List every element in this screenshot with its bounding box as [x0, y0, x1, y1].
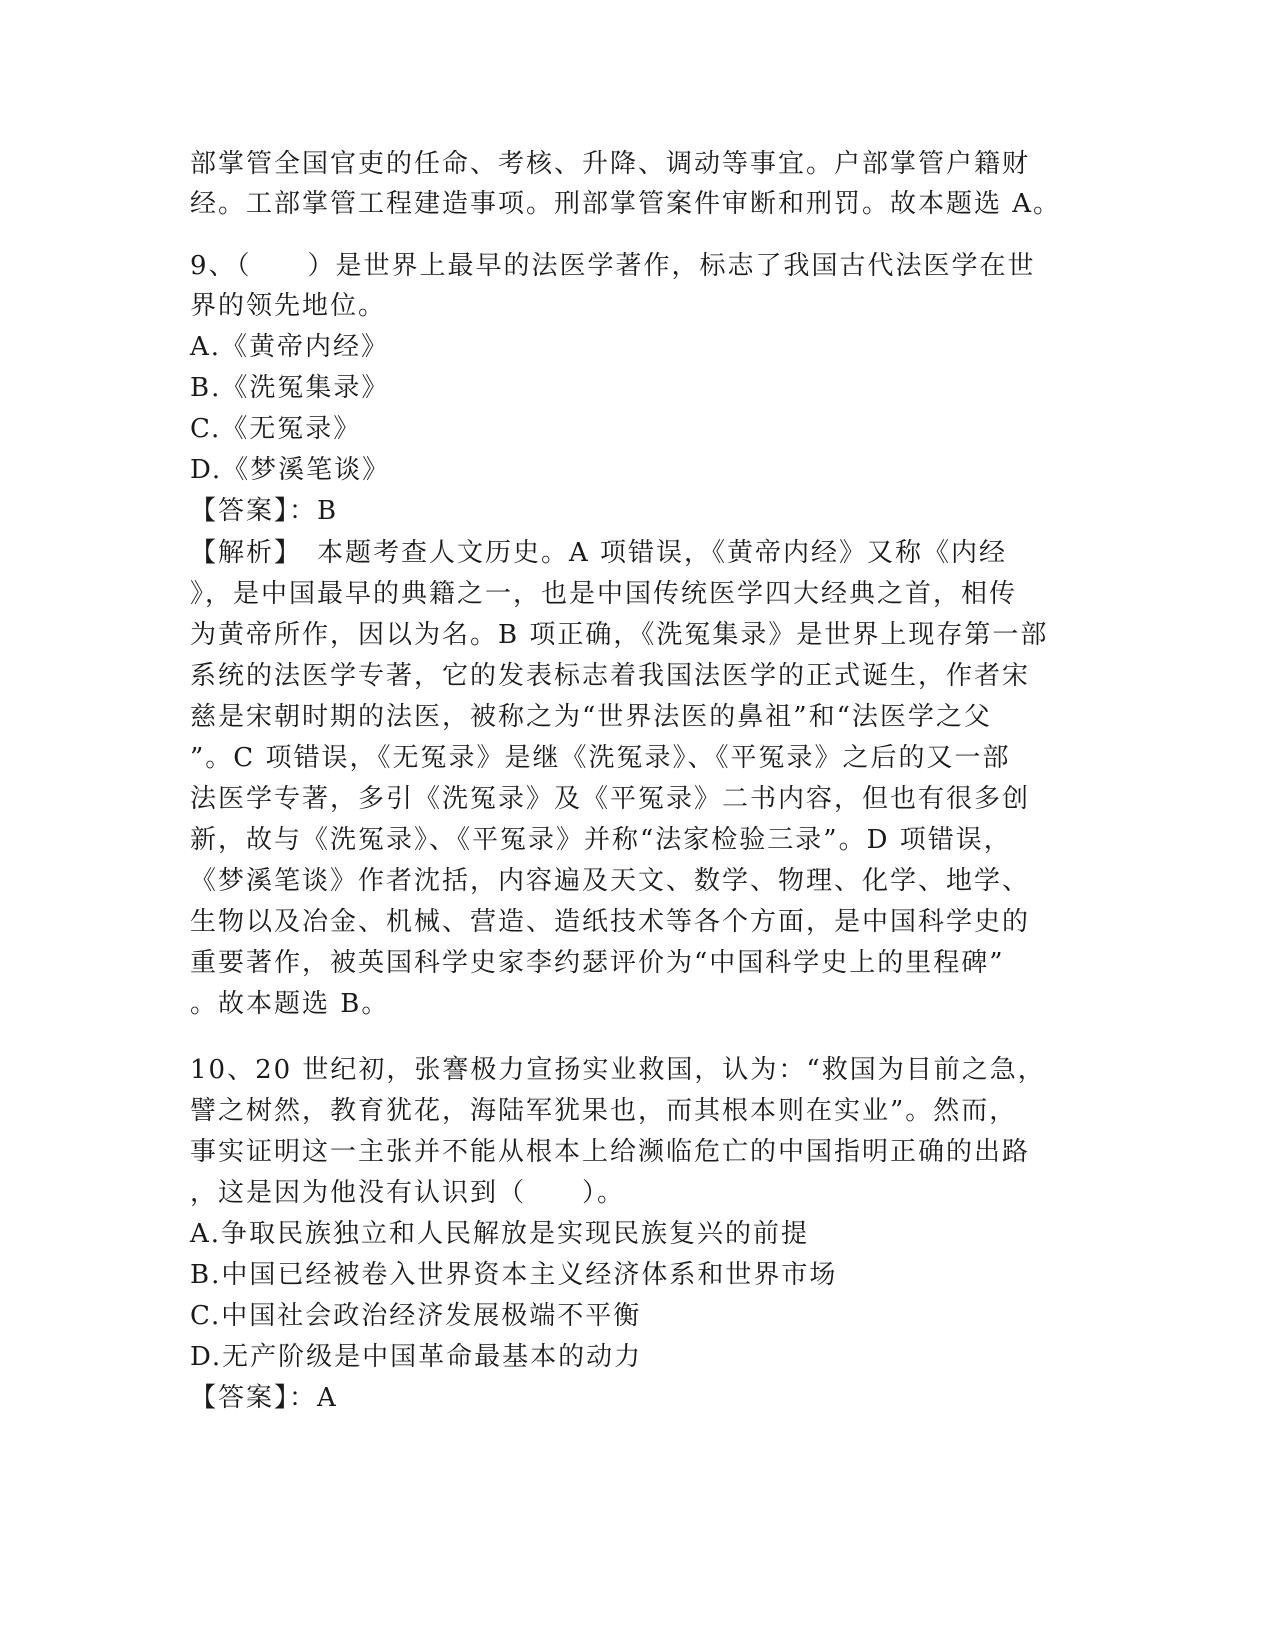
q9-analysis-line: 法医学专著，多引《洗冤录》及《平冤录》二书内容，但也有很多创: [190, 784, 1031, 814]
q10-option-b: B.中国已经被卷入世界资本主义经济体系和世界市场: [190, 1260, 838, 1290]
q9-analysis-line: 重要著作，被英国科学史家李约瑟评价为“中国科学史上的里程碑”: [190, 948, 1005, 978]
q9-answer: 【答案】：B: [190, 496, 339, 526]
q10-stem-line: ，这是因为他没有认识到（ ）。: [190, 1178, 626, 1208]
q10-option-c: C.中国社会政治经济发展极端不平衡: [190, 1301, 642, 1331]
prev-explanation-line: 部掌管全国官吏的任命、考核、升降、调动等事宜。户部掌管户籍财: [190, 149, 1031, 179]
q10-option-d: D.无产阶级是中国革命最基本的动力: [190, 1342, 643, 1372]
q9-analysis-line: 系统的法医学专著，它的发表标志着我国法医学的正式诞生，作者宋: [190, 661, 1031, 691]
q10-stem-line: 譬之树然，教育犹花，海陆军犹果也，而其根本则在实业”。然而，: [190, 1096, 1018, 1126]
q10-option-a: A.争取民族独立和人民解放是实现民族复兴的前提: [190, 1219, 810, 1249]
q10-stem-line: 事实证明这一主张并不能从根本上给濒临危亡的中国指明正确的出路: [190, 1137, 1031, 1167]
q9-option-d: D.《梦溪笔谈》: [190, 455, 391, 485]
q9-analysis-line: 为黄帝所作，因以为名。B 项正确，《洗冤集录》是世界上现存第一部: [190, 620, 1049, 650]
q9-stem-line: 9、（ ）是世界上最早的法医学著作，标志了我国古代法医学在世: [190, 251, 1036, 281]
q10-answer: 【答案】：A: [190, 1383, 338, 1413]
q9-analysis-line: 。故本题选 B。: [190, 989, 390, 1019]
q9-stem-line: 界的领先地位。: [190, 291, 387, 321]
q9-analysis-line: 《梦溪笔谈》作者沈括，内容遍及天文、数学、物理、化学、地学、: [190, 866, 1031, 896]
q9-option-a: A.《黄帝内经》: [190, 332, 390, 362]
q9-option-c: C.《无冤录》: [190, 414, 362, 444]
q9-analysis-line: 》，是中国最早的典籍之一，也是中国传统医学四大经典之首，相传: [190, 579, 1018, 609]
q9-analysis-line: 生物以及冶金、机械、营造、造纸技术等各个方面，是中国科学史的: [190, 907, 1031, 937]
prev-explanation-line: 经。工部掌管工程建造事项。刑部掌管案件审断和刑罚。故本题选 A。: [190, 189, 1062, 219]
q9-analysis-line: 新，故与《洗冤录》、《平冤录》并称“法家检验三录”。D 项错误，: [190, 825, 1012, 855]
q9-analysis-line: 【解析】 本题考查人文历史。A 项错误，《黄帝内经》又称《内经: [190, 538, 1008, 568]
q9-analysis-line: ”。C 项错误，《无冤录》是继《洗冤录》、《平冤录》之后的又一部: [190, 743, 1011, 773]
q9-analysis-line: 慈是宋朝时期的法医，被称之为“世界法医的鼻祖”和“法医学之父: [190, 702, 992, 732]
q9-option-b: B.《洗冤集录》: [190, 373, 390, 403]
q10-stem-line: 10、20 世纪初，张謇极力宣扬实业救国，认为：“救国为目前之急，: [190, 1055, 1046, 1085]
